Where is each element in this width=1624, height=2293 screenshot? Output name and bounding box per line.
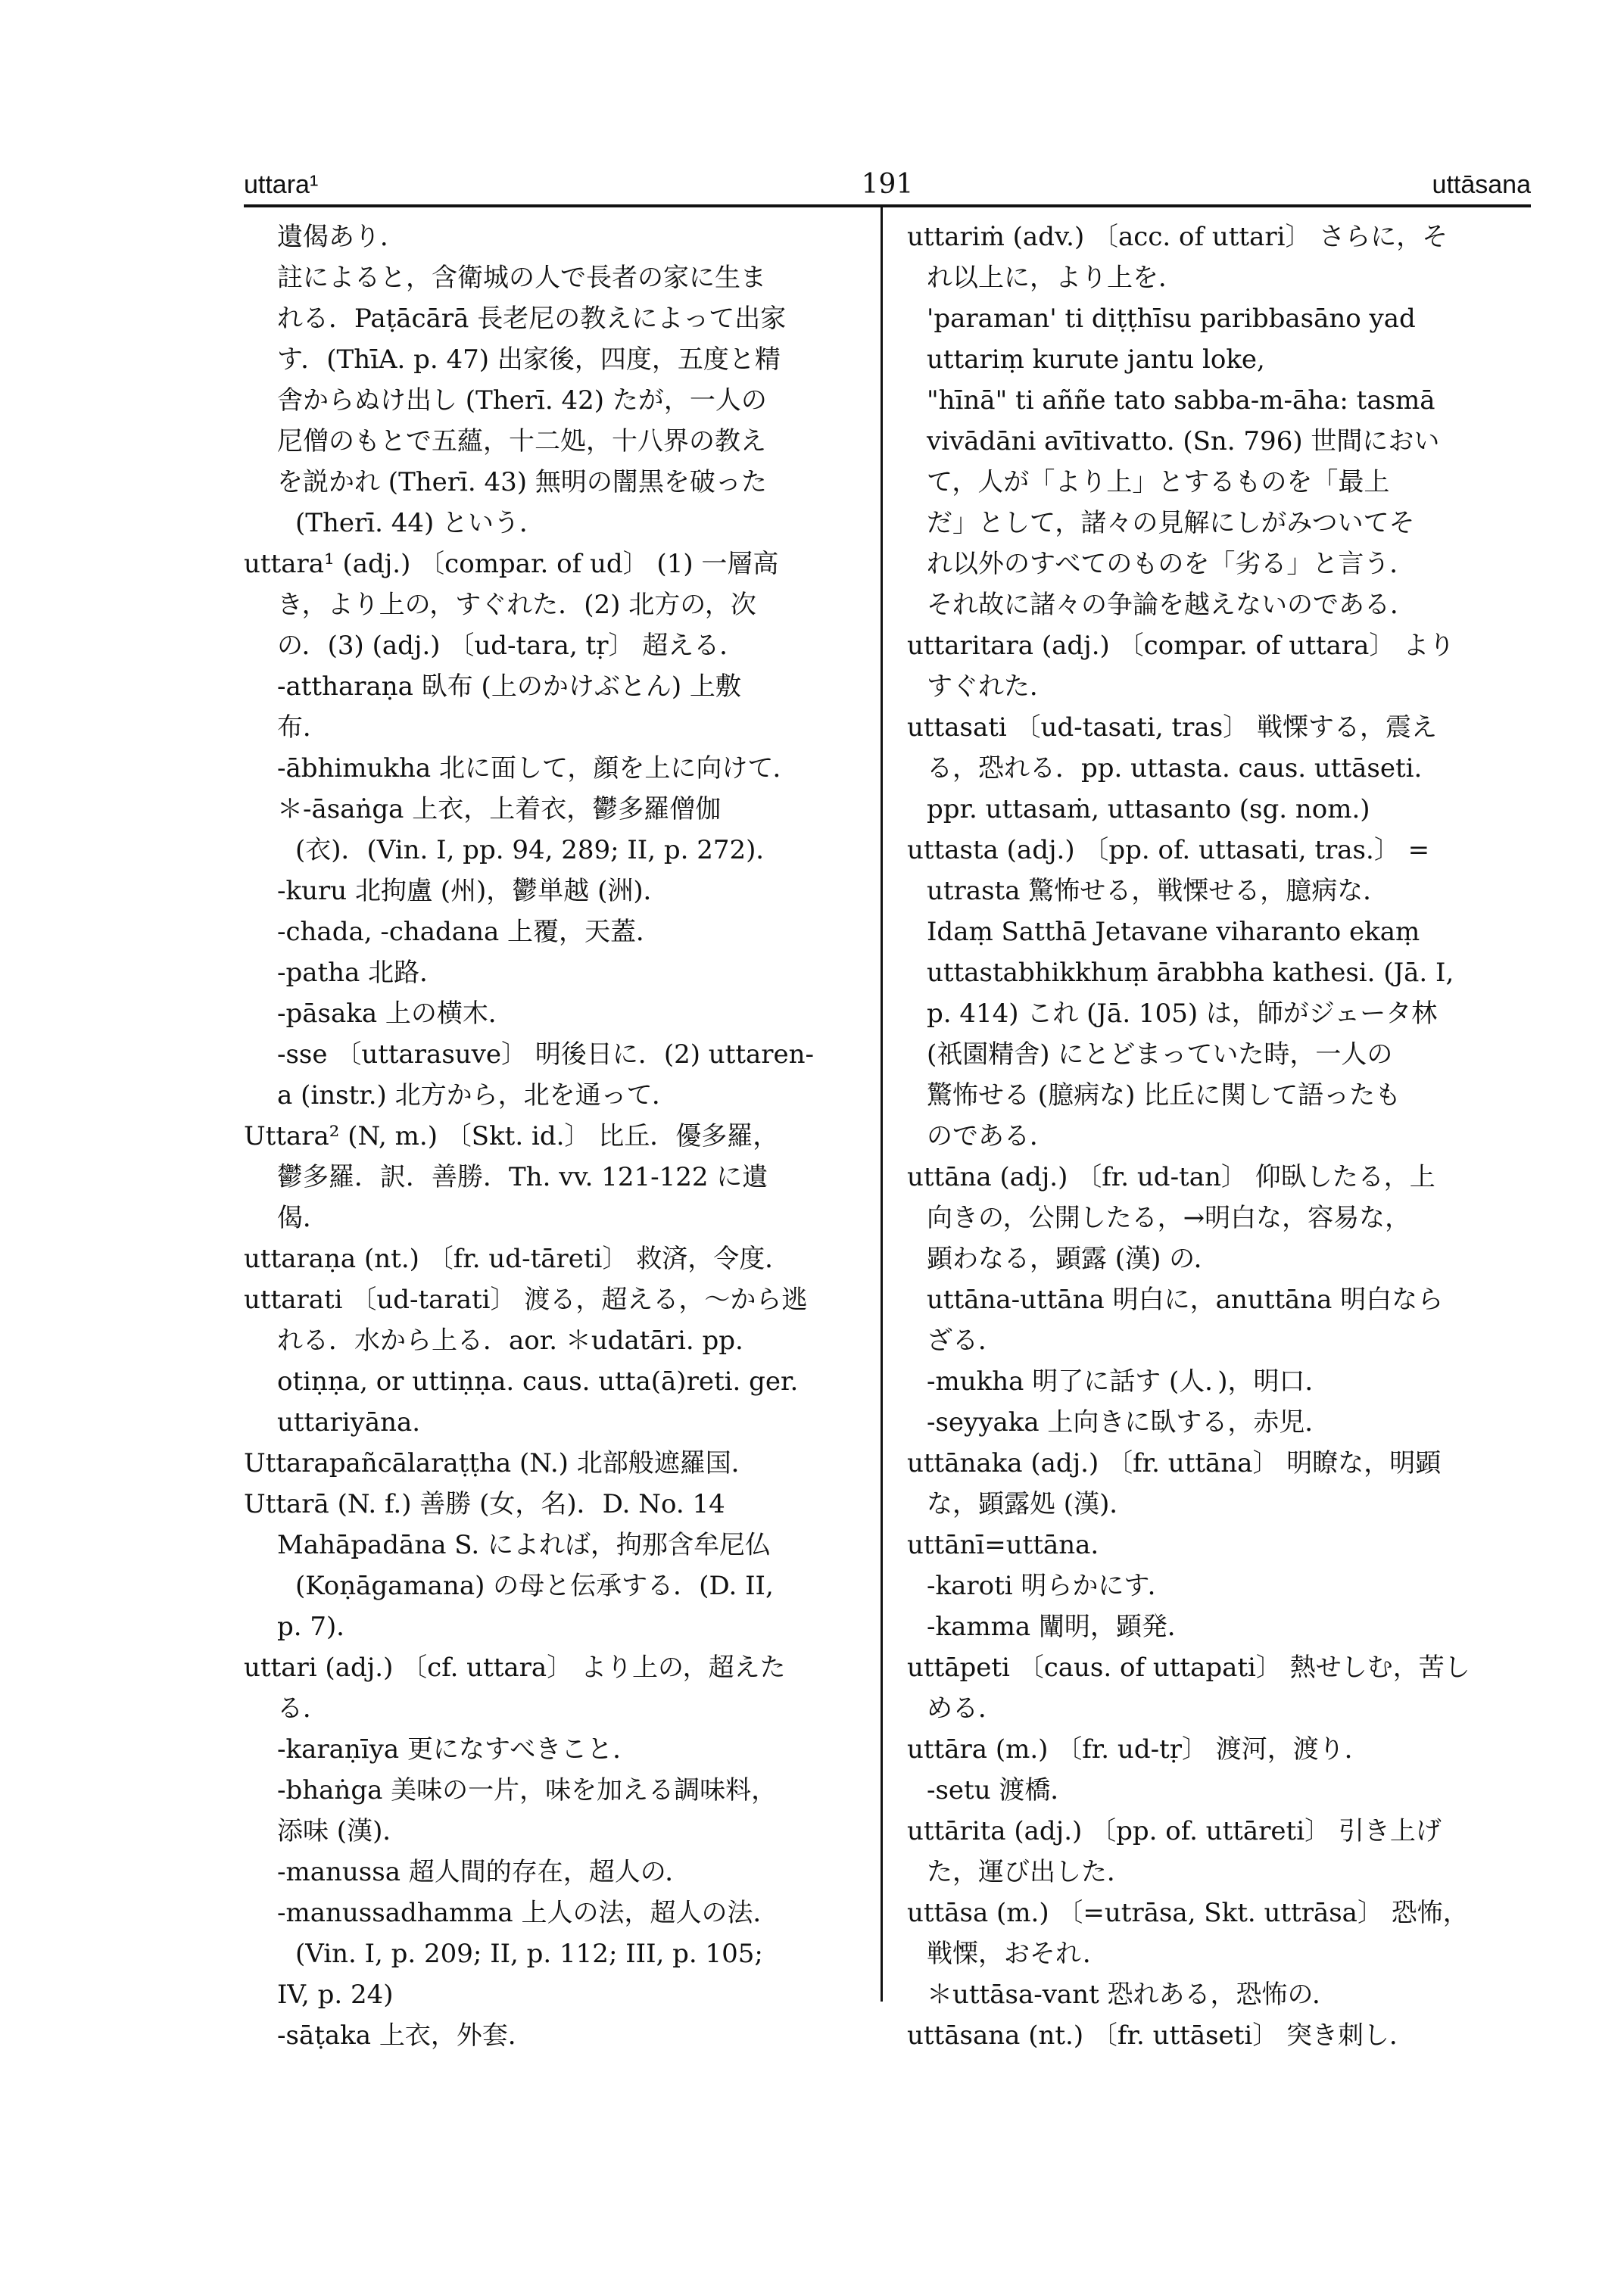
text-line: -sāṭaka 上衣，外套． (277, 2020, 534, 2051)
guide-word-left: uttara¹ (244, 170, 319, 199)
text-line: ＊-āsaṅga 上衣，上着衣，鬱多羅僧伽 (277, 794, 722, 824)
text-line: (Therī. 44) という． (295, 508, 546, 538)
text-line: き，より上の，すぐれた．(2) 北方の，次 (277, 590, 756, 620)
text-line: uttara¹ (adj.) 〔compar. of ud〕 (1) 一層高 (244, 549, 779, 579)
text-line: て，人が「より上」とするものを「最上 (927, 467, 1390, 497)
text-line: な，顕露処 (漢)． (927, 1489, 1136, 1519)
text-line: a (instr.) 北方から，北を通って． (277, 1080, 678, 1111)
text-line: -ābhimukha 北に面して，顔を上に向けて． (277, 753, 799, 784)
text-line: 戦慄，おそれ． (927, 1939, 1109, 1969)
text-line: 遺偈あり． (277, 222, 406, 252)
text-line: (祇園精舎) にとどまっていた時，一人の (927, 1039, 1393, 1070)
text-line: ppr. uttasaṁ, uttasanto (sg. nom.) (927, 794, 1370, 824)
text-line: -sse 〔uttarasuve〕 明後日に．(2) uttaren- (277, 1039, 815, 1070)
text-line: 'paraman' ti diṭṭhīsu paribbasāno yad (927, 304, 1416, 334)
text-line: る，恐れる．pp. uttasta. caus. uttāseti. (927, 753, 1423, 784)
text-line: れる．Paṭācārā 長老尼の教えによって出家 (277, 304, 787, 334)
text-line: 鬱多羅．訳．善勝．Th. vv. 121-122 に遺 (277, 1162, 768, 1192)
text-line: (Koṇāgamana) の母と伝承する．(D. II, (295, 1571, 774, 1601)
text-line: 驚怖せる (臆病な) 比丘に関して語ったも (927, 1080, 1401, 1111)
text-line: -patha 北路． (277, 958, 446, 988)
text-line: uttārita (adj.) 〔pp. of. uttāreti〕 引き上げ (907, 1816, 1442, 1846)
text-line: -mukha 明了に話す (人．)，明口． (927, 1366, 1331, 1397)
text-line: Idaṃ Satthā Jetavane viharanto ekaṃ (927, 917, 1420, 947)
text-line: uttāra (m.) 〔fr. ud-tṛ〕 渡河，渡り． (907, 1734, 1370, 1765)
text-line: -manussadhamma 上人の法，超人の法． (277, 1898, 779, 1928)
text-line: れる．水から上る．aor. ＊udatāri. pp. (277, 1326, 743, 1356)
text-line: (Vin. I, p. 209; II, p. 112; III, p. 105; (295, 1939, 763, 1969)
text-line: uttāsana (nt.) 〔fr. uttāseti〕 突き刺し． (907, 2020, 1416, 2051)
text-line: 偈． (277, 1203, 329, 1233)
text-line: すぐれた． (927, 671, 1055, 702)
text-line: 尼僧のもとで五蘊，十二処，十八界の教え (277, 426, 766, 456)
text-line: -seyyaka 上向きに臥する，赤児． (927, 1407, 1331, 1438)
text-line: す．(ThīA. p. 47) 出家後，四度，五度と精 (277, 344, 781, 375)
text-line: (衣)．(Vin. I, pp. 94, 289; II, p. 272)． (295, 835, 782, 865)
column-divider (881, 207, 883, 2002)
text-line: p. 414) これ (Jā. 105) は，師がジェータ林 (927, 999, 1438, 1029)
text-line: Uttarapañcālaraṭṭha (N.) 北部般遮羅国． (244, 1448, 757, 1478)
text-line: 布． (277, 712, 329, 743)
text-line: -kuru 北拘盧 (州)，鬱単越 (洲)． (277, 876, 669, 906)
text-line: 向きの，公開したる，→明白な，容易な， (927, 1203, 1411, 1233)
text-line: uttāna (adj.) 〔fr. ud-tan〕 仰臥したる，上 (907, 1162, 1435, 1192)
text-line: ざる． (927, 1326, 1004, 1356)
text-line: p. 7)． (277, 1612, 363, 1642)
text-line: の．(3) (adj.) 〔ud-tara, tṛ〕 超える． (277, 631, 746, 661)
left-column (244, 217, 856, 2056)
text-line: uttariṁ (adv.) 〔acc. of uttari〕 さらに，そ (907, 222, 1448, 252)
text-line: uttānī=uttāna. (907, 1530, 1099, 1560)
text-line: -bhaṅga 美味の一片，味を加える調味料， (277, 1775, 778, 1805)
text-line: uttariṃ kurute jantu loke, (927, 344, 1265, 375)
text-line: uttariyāna. (277, 1407, 421, 1438)
text-line: 顕わなる，顕露 (漢) の． (927, 1244, 1220, 1274)
text-line: -pāsaka 上の横木． (277, 999, 514, 1029)
text-line: -attharaṇa 臥布 (上のかけぶとん) 上敷 (277, 671, 741, 702)
text-line: uttāna-uttāna 明白に，anuttāna 明白なら (927, 1285, 1444, 1315)
text-line: それ故に諸々の争論を越えないのである． (927, 590, 1416, 620)
text-line: のである． (927, 1121, 1055, 1151)
text-line: 添味 (漢)． (277, 1816, 409, 1846)
text-line: uttāsa (m.) 〔=utrāsa, Skt. uttrāsa〕 恐怖， (907, 1898, 1469, 1928)
text-line: "hīnā" ti aññe tato sabba-m-āha: tasmā (927, 385, 1435, 416)
text-line: -setu 渡橋． (927, 1775, 1077, 1805)
text-line: だ」として，諸々の見解にしがみついてそ (927, 508, 1415, 538)
text-line: Mahāpadāna S. によれば，拘那含牟尼仏 (277, 1530, 771, 1560)
text-line: 舎からぬけ出し (Therī. 42) たが，一人の (277, 385, 767, 416)
text-line: utrasta 驚怖せる，戦慄せる，臆病な． (927, 876, 1389, 906)
page-header (244, 160, 1531, 204)
text-line: vivādāni avītivatto. (Sn. 796) 世間におい (927, 426, 1440, 456)
text-line: uttasati 〔ud-tasati, tras〕 戦慄する，震え (907, 712, 1437, 743)
text-line: uttarati 〔ud-tarati〕 渡る，超える，～から逃 (244, 1285, 808, 1315)
text-line: れ以上に，より上を． (927, 263, 1184, 293)
text-line: uttaritara (adj.) 〔compar. of uttara〕 より (907, 631, 1455, 661)
page-number: 191 (861, 169, 914, 200)
text-line: める． (927, 1693, 1004, 1724)
text-line: れ以外のすべてのものを「劣る」と言う． (927, 549, 1416, 579)
text-line: uttānaka (adj.) 〔fr. uttāna〕 明瞭な，明顕 (907, 1448, 1442, 1478)
text-line: uttari (adj.) 〔cf. uttara〕 より上の，超えた (244, 1653, 786, 1683)
text-line: Uttara² (N, m.) 〔Skt. id.〕 比丘．優多羅， (244, 1121, 779, 1151)
text-line: ＊uttāsa-vant 恐れある，恐怖の． (927, 1980, 1339, 2010)
text-line: Uttarā (N. f.) 善勝 (女，名)．D. No. 14 (244, 1489, 725, 1519)
text-line: -kamma 闡明，顕発． (927, 1612, 1193, 1642)
text-line: を説かれ (Therī. 43) 無明の闇黒を破った (277, 467, 767, 497)
text-line: 註によると，含衛城の人で長者の家に生ま (277, 263, 766, 293)
text-line: た，運び出した． (927, 1857, 1133, 1887)
text-line: IV, p. 24) (277, 1980, 394, 2010)
text-line: uttaraṇa (nt.) 〔fr. ud-tāreti〕 救済，令度． (244, 1244, 791, 1274)
header-rule (244, 204, 1531, 207)
text-line: -karaṇīya 更になすべきこと． (277, 1734, 639, 1765)
text-line: る． (277, 1693, 329, 1724)
text-line: -karoti 明らかにす． (927, 1571, 1174, 1601)
right-column (907, 217, 1531, 2056)
text-line: uttāpeti 〔caus. of uttapati〕 熱せしむ，苦し (907, 1653, 1470, 1683)
guide-word-right: uttāsana (1432, 170, 1531, 199)
text-line: otiṇṇa, or uttiṇṇa. caus. utta(ā)reti. ger. (277, 1366, 799, 1397)
text-line: uttasta (adj.) 〔pp. of. uttasati, tras.〕 = (907, 835, 1430, 865)
text-line: uttastabhikkhuṃ ārabbha kathesi. (Jā. I, (927, 958, 1454, 988)
text-line: -manussa 超人間的存在，超人の． (277, 1857, 691, 1887)
text-line: -chada, -chadana 上覆，天蓋． (277, 917, 662, 947)
